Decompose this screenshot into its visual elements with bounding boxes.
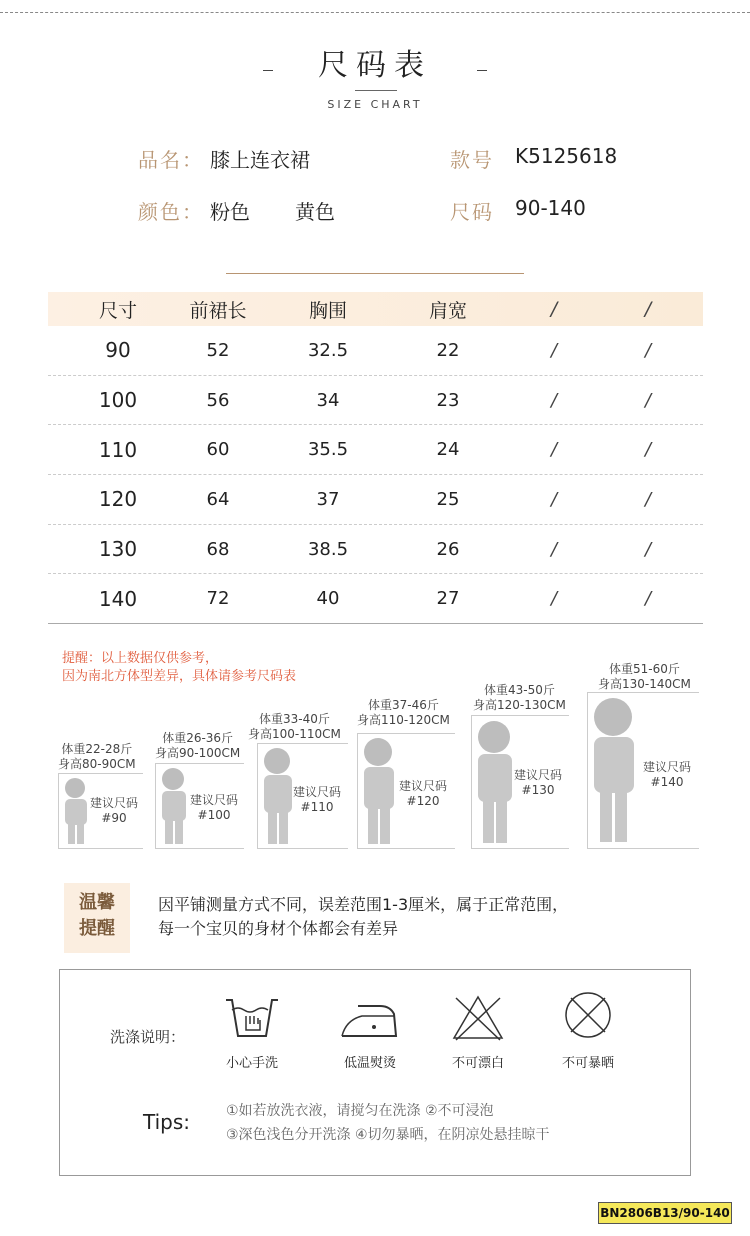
no-sun-icon xyxy=(563,990,613,1040)
kid-size-card xyxy=(58,742,136,772)
size-value: 90-140 xyxy=(515,196,586,220)
kid-rec-size: #140 xyxy=(650,775,684,789)
cell-empty-2: / xyxy=(644,538,652,560)
cell-empty-1: / xyxy=(550,538,558,560)
note-line-2: 因为南北方体型差异，具体请参考尺码表 xyxy=(62,669,297,684)
page-title xyxy=(0,40,750,84)
warm-reminder-badge xyxy=(64,883,130,953)
kid-rec-size: #130 xyxy=(521,783,555,797)
cell-empty-1: / xyxy=(550,588,558,610)
table-row xyxy=(48,326,703,376)
kid-weight: 体重26-36斤 xyxy=(162,731,234,745)
cell-chest: 32.5 xyxy=(307,339,349,361)
top-dashed-divider xyxy=(0,12,750,13)
kid-rec xyxy=(288,785,346,815)
reference-note xyxy=(62,650,296,686)
size-label: 尺码 xyxy=(450,200,494,224)
header-shoulder: 肩宽 xyxy=(428,299,467,322)
cell-empty-2: / xyxy=(644,389,652,411)
title-text: 尺码表 xyxy=(318,48,432,83)
hand-wash-icon xyxy=(224,996,280,1042)
warm-text-line-1: 因平铺测量方式不同，误差范围1-3厘米，属于正常范围， xyxy=(158,895,569,914)
warm-reminder-text xyxy=(158,893,568,941)
tip-line-1: ①如若放洗衣液，请搅匀在洗涤 ②不可浸泡 xyxy=(226,1103,494,1119)
cell-empty-2: / xyxy=(644,339,652,361)
kid-rec-label: 建议尺码 xyxy=(89,796,138,810)
cell-front-length: 52 xyxy=(206,339,230,361)
header-size: 尺寸 xyxy=(98,299,137,322)
kid-rec-label: 建议尺码 xyxy=(398,779,447,793)
header-empty-1: / xyxy=(550,298,558,320)
product-code-badge: BN2806B13/90-140 xyxy=(598,1202,732,1224)
warm-badge-line-1: 温馨 xyxy=(79,892,115,913)
kid-size-card xyxy=(598,662,691,692)
table-row xyxy=(48,525,703,575)
warm-text-line-2: 每一个宝贝的身材个体都会有差异 xyxy=(158,919,399,938)
kid-size-card xyxy=(473,683,566,713)
kid-height: 身高100-110CM xyxy=(248,727,341,741)
kid-weight: 体重37-46斤 xyxy=(368,698,439,712)
cell-chest: 37 xyxy=(316,488,340,510)
kid-height: 身高80-90CM xyxy=(58,757,136,771)
page-subtitle: SIZE CHART xyxy=(327,98,423,111)
kid-rec-label: 建议尺码 xyxy=(642,760,691,774)
cell-size: 110 xyxy=(98,437,138,462)
cell-chest: 40 xyxy=(316,588,340,610)
color-label: 颜色： xyxy=(138,200,204,224)
kid-rec-label: 建议尺码 xyxy=(292,785,341,799)
kid-rec xyxy=(86,796,142,826)
cell-shoulder: 27 xyxy=(436,588,460,610)
kid-rec xyxy=(393,779,453,809)
kid-rec-size: #110 xyxy=(300,800,334,814)
kid-rec-size: #120 xyxy=(406,794,440,808)
cell-empty-2: / xyxy=(644,488,652,510)
style-value: K5125618 xyxy=(515,144,618,168)
kid-height: 身高90-100CM xyxy=(155,746,241,760)
kid-height: 身高110-120CM xyxy=(357,713,450,727)
title-dash-left xyxy=(263,70,273,71)
size-table xyxy=(48,292,703,624)
kid-rec xyxy=(636,760,698,790)
cell-front-length: 72 xyxy=(206,588,230,610)
note-line-1: 提醒：以上数据仅供参考， xyxy=(62,651,219,666)
low-iron-icon xyxy=(340,1000,398,1040)
no-bleach-icon xyxy=(452,994,504,1042)
table-header-row xyxy=(48,292,703,326)
cell-size: 140 xyxy=(98,586,138,611)
low-iron-caption: 低温熨烫 xyxy=(343,1056,396,1071)
cell-size: 120 xyxy=(98,487,138,512)
no-bleach-caption: 不可漂白 xyxy=(451,1056,504,1071)
cell-front-length: 68 xyxy=(206,538,230,560)
name-label: 品名： xyxy=(138,148,204,172)
cell-empty-1: / xyxy=(550,439,558,461)
cell-front-length: 64 xyxy=(206,488,230,510)
cell-empty-1: / xyxy=(550,339,558,361)
info-separator xyxy=(226,273,524,274)
kid-weight: 体重33-40斤 xyxy=(259,712,330,726)
cell-chest: 34 xyxy=(316,389,340,411)
kid-rec-label: 建议尺码 xyxy=(189,793,238,807)
cell-chest: 35.5 xyxy=(307,439,349,461)
kid-size-card xyxy=(155,731,240,761)
kid-rec xyxy=(508,768,568,798)
title-underline xyxy=(355,90,397,91)
table-row xyxy=(48,376,703,426)
kid-height: 身高120-130CM xyxy=(473,698,566,712)
warm-badge-line-2: 提醒 xyxy=(79,918,115,939)
color-value-yellow: 黄色 xyxy=(295,200,335,224)
child-silhouette-icon xyxy=(587,694,641,846)
name-value: 膝上连衣裙 xyxy=(210,148,310,172)
cell-empty-1: / xyxy=(550,488,558,510)
care-label: 洗涤说明： xyxy=(110,1028,186,1046)
title-dash-right xyxy=(477,70,487,71)
cell-chest: 38.5 xyxy=(307,538,349,560)
kid-rec-size: #90 xyxy=(101,811,127,825)
cell-shoulder: 25 xyxy=(436,488,460,510)
kid-size-card xyxy=(248,712,341,742)
hand-wash-caption: 小心手洗 xyxy=(225,1056,278,1071)
cell-front-length: 60 xyxy=(206,439,230,461)
cell-empty-2: / xyxy=(644,588,652,610)
tips-label: Tips: xyxy=(143,1110,191,1134)
tip-line-2: ③深色浅色分开洗涤 ④切勿暴晒，在阴凉处悬挂晾干 xyxy=(226,1127,550,1143)
header-empty-2: / xyxy=(644,298,652,320)
cell-empty-2: / xyxy=(644,439,652,461)
no-sun-caption: 不可暴晒 xyxy=(561,1056,614,1071)
cell-shoulder: 24 xyxy=(436,439,460,461)
cell-shoulder: 22 xyxy=(436,339,460,361)
kid-weight: 体重22-28斤 xyxy=(61,742,133,756)
cell-shoulder: 23 xyxy=(436,389,460,411)
header-front-length: 前裙长 xyxy=(189,299,247,322)
cell-size: 130 xyxy=(98,537,138,562)
cell-shoulder: 26 xyxy=(436,538,460,560)
cell-size: 90 xyxy=(105,338,131,363)
kid-height: 身高130-140CM xyxy=(598,677,691,691)
table-row xyxy=(48,425,703,475)
cell-size: 100 xyxy=(98,388,138,413)
kid-rec xyxy=(185,793,243,823)
kid-weight: 体重43-50斤 xyxy=(484,683,555,697)
table-row xyxy=(48,475,703,525)
kid-size-card xyxy=(357,698,450,728)
cell-empty-1: / xyxy=(550,389,558,411)
style-label: 款号 xyxy=(450,148,494,172)
cell-front-length: 56 xyxy=(206,389,230,411)
color-value-pink: 粉色 xyxy=(210,200,250,224)
kid-rec-size: #100 xyxy=(197,808,231,822)
header-chest: 胸围 xyxy=(308,299,347,322)
kid-rec-label: 建议尺码 xyxy=(513,768,562,782)
kid-weight: 体重51-60斤 xyxy=(609,662,680,676)
table-row xyxy=(48,574,703,624)
